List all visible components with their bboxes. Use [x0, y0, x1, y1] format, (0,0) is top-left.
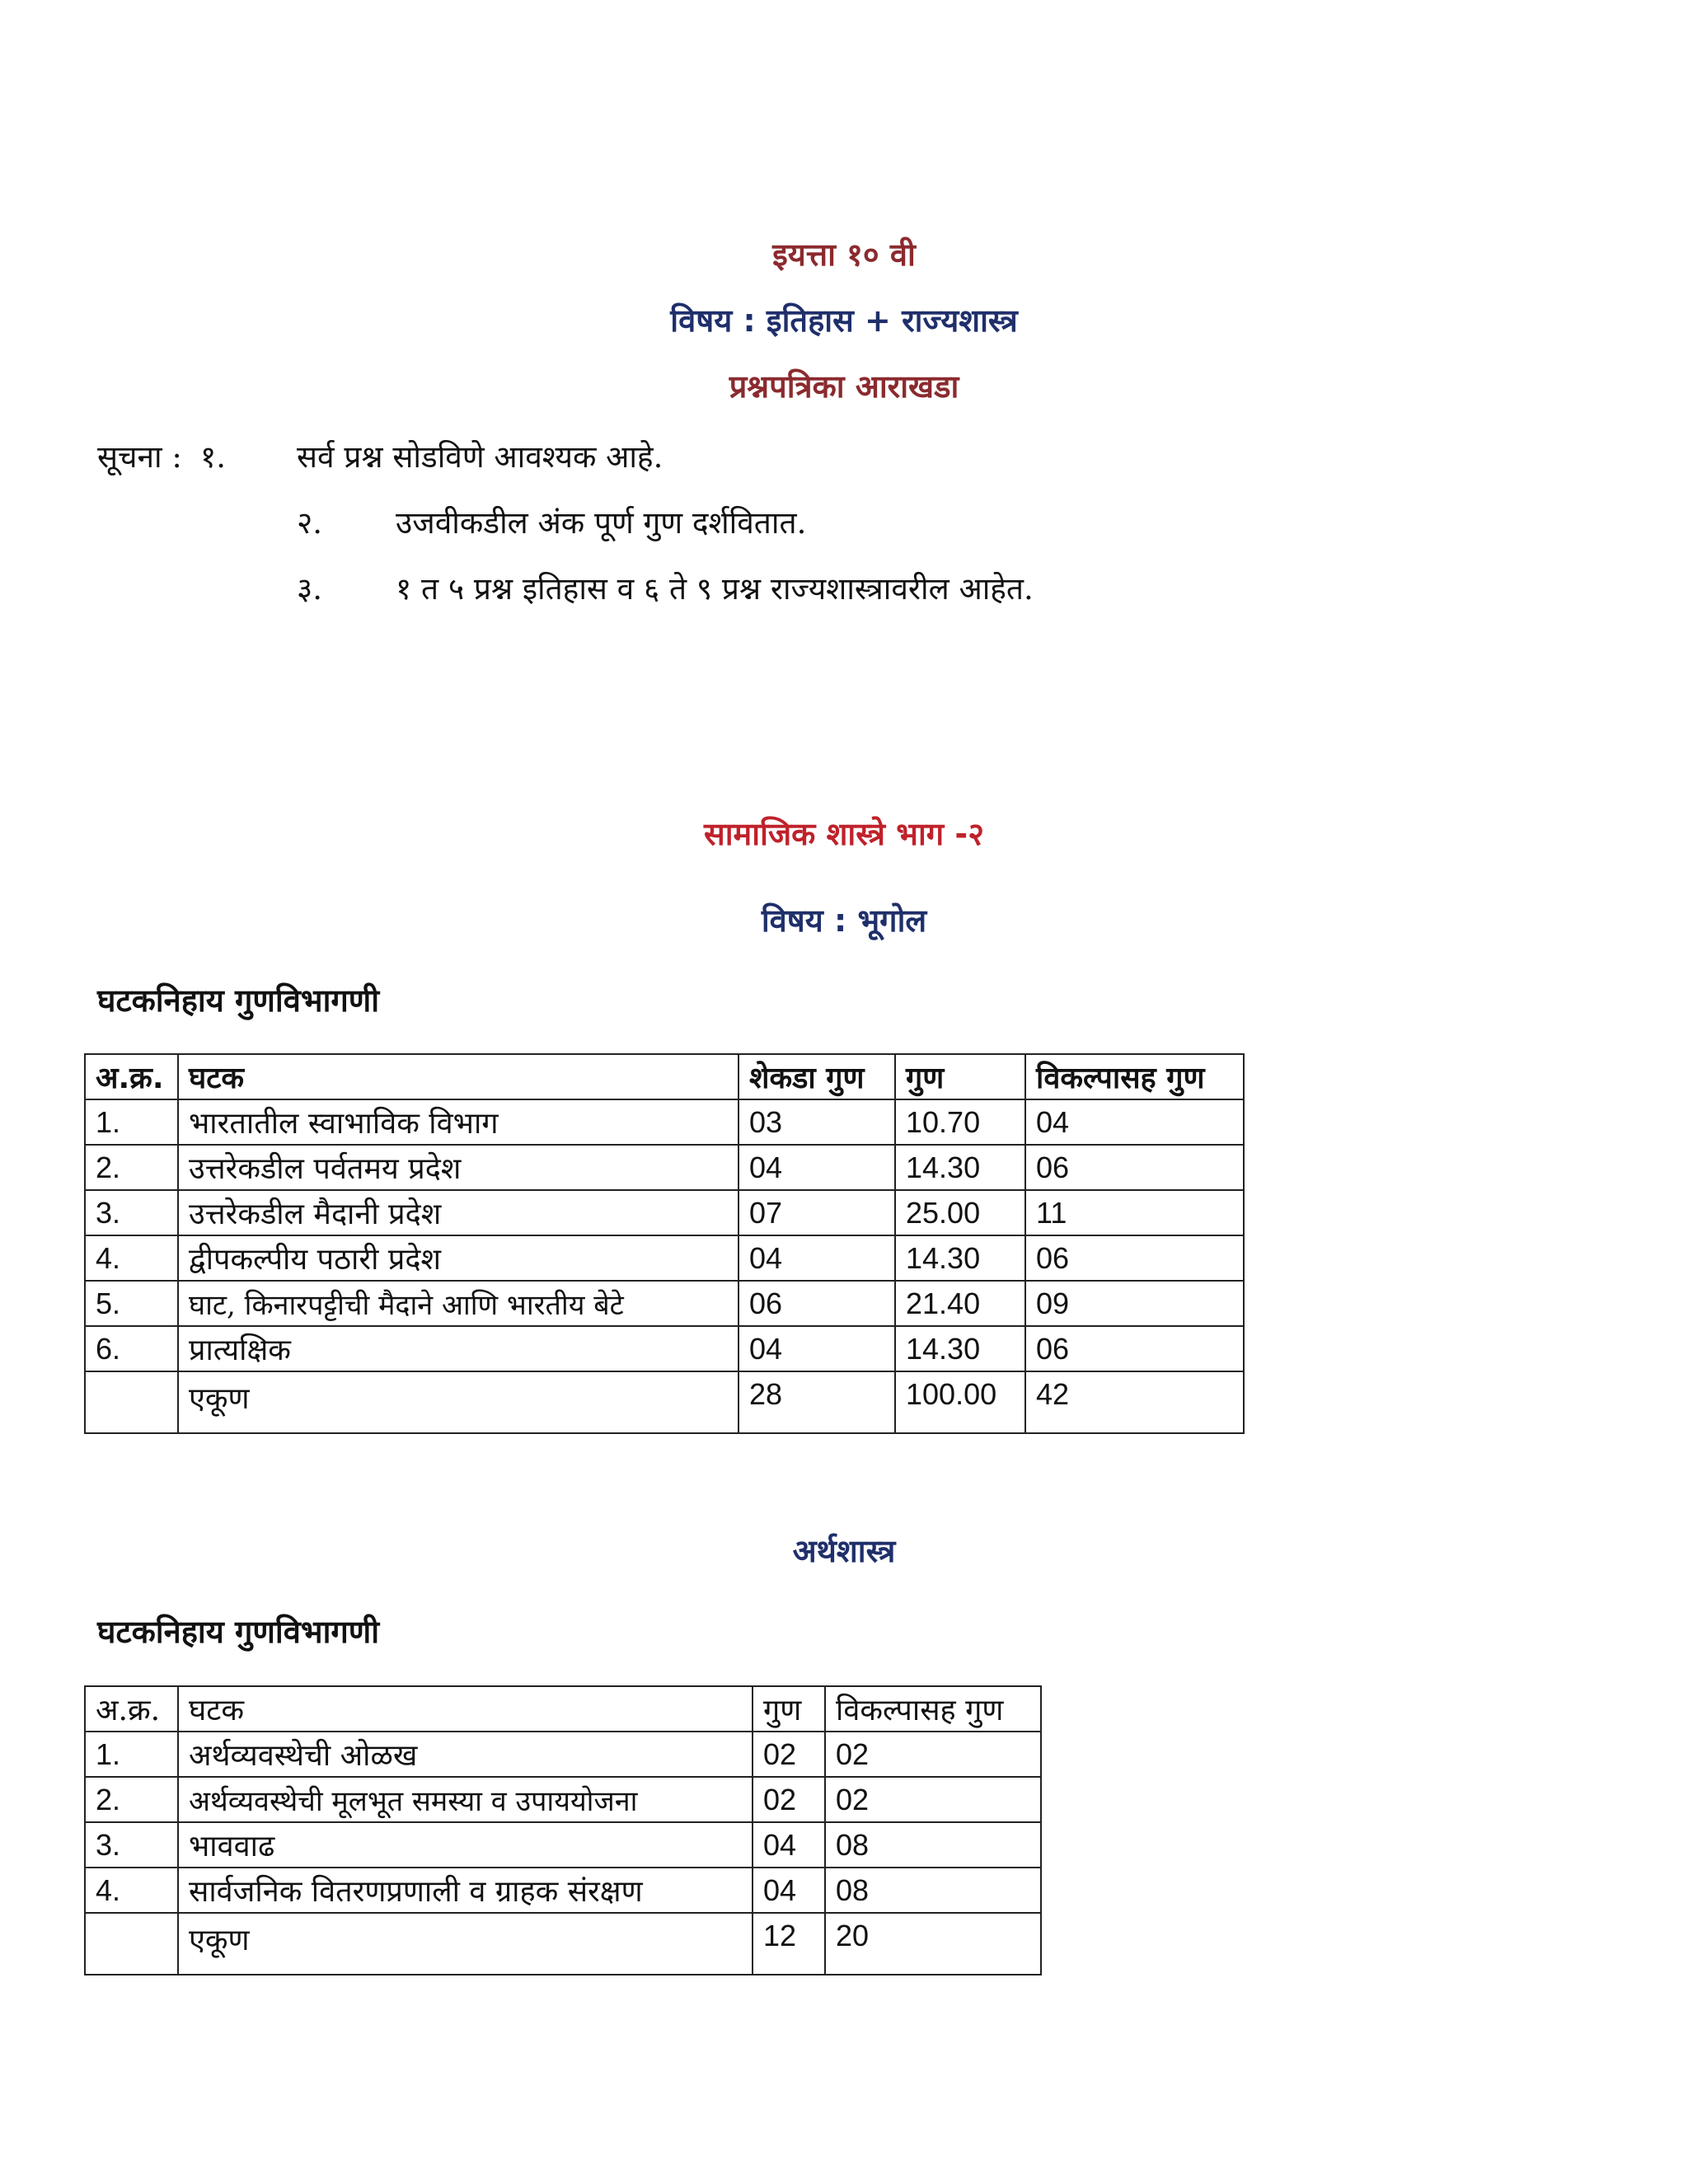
- table-row: [85, 1822, 1041, 1868]
- table-cell: 06: [1025, 1145, 1244, 1190]
- instruction-number: ३.: [297, 571, 323, 607]
- subject-line: विषय : इतिहास + राज्यशास्त्र: [670, 302, 1018, 339]
- geography-marks-table: [84, 1053, 1245, 1434]
- table-cell: 06: [1025, 1235, 1244, 1281]
- table-cell: 12: [753, 1913, 825, 1975]
- table-cell: [85, 1371, 178, 1433]
- class-label: इयत्ता १० वी: [772, 237, 916, 273]
- table-row: [85, 1099, 1244, 1145]
- table-cell: 04: [1025, 1099, 1244, 1145]
- table-row: [85, 1281, 1244, 1326]
- table-header-row: [85, 1686, 1041, 1732]
- column-header: विकल्पासह गुण: [1025, 1054, 1244, 1099]
- table-cell: 3.: [85, 1822, 178, 1868]
- table-cell: 06: [738, 1281, 895, 1326]
- table-cell: [85, 1913, 178, 1975]
- instruction-text: १ त ५ प्रश्न इतिहास व ६ ते ९ प्रश्न राज्यशास्त्रावरील आहेत.: [396, 571, 1034, 607]
- table-cell: 02: [825, 1777, 1041, 1822]
- table-cell: 02: [753, 1732, 825, 1777]
- table-cell: घाट, किनारपट्टीची मैदाने आणि भारतीय बेटे: [178, 1281, 738, 1326]
- table-row: [85, 1868, 1041, 1913]
- table-row: [85, 1326, 1244, 1371]
- table-cell: 14.30: [895, 1145, 1025, 1190]
- column-header: घटक: [178, 1686, 753, 1732]
- table-cell: 06: [1025, 1326, 1244, 1371]
- table-cell: प्रात्यक्षिक: [178, 1326, 738, 1371]
- instruction-number: १.: [200, 439, 227, 475]
- table-cell: 20: [825, 1913, 1041, 1975]
- table-cell: 4.: [85, 1868, 178, 1913]
- column-header: अ.क्र.: [85, 1686, 178, 1732]
- table-cell: भारतातील स्वाभाविक विभाग: [178, 1099, 738, 1145]
- table-cell: एकूण: [178, 1913, 753, 1975]
- table-cell: द्वीपकल्पीय पठारी प्रदेश: [178, 1235, 738, 1281]
- table-header-row: [85, 1054, 1244, 1099]
- table-row: [85, 1145, 1244, 1190]
- table-cell: 100.00: [895, 1371, 1025, 1433]
- table-cell: 04: [753, 1868, 825, 1913]
- table-cell: सार्वजनिक वितरणप्रणाली व ग्राहक संरक्षण: [178, 1868, 753, 1913]
- table-cell: 03: [738, 1099, 895, 1145]
- table-cell: 04: [738, 1326, 895, 1371]
- table-cell: 2.: [85, 1777, 178, 1822]
- table-cell: 09: [1025, 1281, 1244, 1326]
- table-cell: 3.: [85, 1190, 178, 1235]
- table-cell: 04: [738, 1145, 895, 1190]
- table-cell: 11: [1025, 1190, 1244, 1235]
- table-cell: 25.00: [895, 1190, 1025, 1235]
- table-cell: 2.: [85, 1145, 178, 1190]
- table-cell: एकूण: [178, 1371, 738, 1433]
- instruction-number: २.: [297, 505, 323, 541]
- geography-section-heading: घटकनिहाय गुणविभागणी: [97, 982, 380, 1019]
- table-cell: 08: [825, 1868, 1041, 1913]
- table-cell: 10.70: [895, 1099, 1025, 1145]
- table-cell: 1.: [85, 1732, 178, 1777]
- table-row: [85, 1732, 1041, 1777]
- table-cell: 07: [738, 1190, 895, 1235]
- table-cell: उत्तरेकडील पर्वतमय प्रदेश: [178, 1145, 738, 1190]
- table-cell: 4.: [85, 1235, 178, 1281]
- table-cell: 04: [753, 1822, 825, 1868]
- column-header: शेकडा गुण: [738, 1054, 895, 1099]
- table-cell: 14.30: [895, 1326, 1025, 1371]
- table-cell: अर्थव्यवस्थेची ओळख: [178, 1732, 753, 1777]
- table-cell: 14.30: [895, 1235, 1025, 1281]
- economics-title: अर्थशास्त्र: [792, 1533, 896, 1569]
- table-cell: 04: [738, 1235, 895, 1281]
- table-row: [85, 1235, 1244, 1281]
- instruction-text: सर्व प्रश्न सोडविणे आवश्यक आहे.: [297, 439, 663, 475]
- column-header: अ.क्र.: [85, 1054, 178, 1099]
- table-cell: उत्तरेकडील मैदानी प्रदेश: [178, 1190, 738, 1235]
- column-header: गुण: [895, 1054, 1025, 1099]
- table-cell: 28: [738, 1371, 895, 1433]
- part2-title: सामाजिक शास्त्रे भाग -२: [704, 816, 984, 852]
- table-cell: 02: [753, 1777, 825, 1822]
- table-total-row: [85, 1371, 1244, 1433]
- column-header: विकल्पासह गुण: [825, 1686, 1041, 1732]
- instruction-text: उजवीकडील अंक पूर्ण गुण दर्शवितात.: [396, 505, 807, 541]
- table-cell: 21.40: [895, 1281, 1025, 1326]
- column-header: घटक: [178, 1054, 738, 1099]
- table-cell: 42: [1025, 1371, 1244, 1433]
- blueprint-title: प्रश्नपत्रिका आराखडा: [729, 368, 959, 405]
- table-cell: 08: [825, 1822, 1041, 1868]
- geography-subject: विषय : भूगोल: [761, 902, 927, 939]
- economics-marks-table: [84, 1685, 1042, 1975]
- table-cell: भाववाढ: [178, 1822, 753, 1868]
- table-cell: 1.: [85, 1099, 178, 1145]
- table-row: [85, 1190, 1244, 1235]
- table-cell: 02: [825, 1732, 1041, 1777]
- table-cell: अर्थव्यवस्थेची मूलभूत समस्या व उपाययोजना: [178, 1777, 753, 1822]
- instructions-label: सूचना :: [97, 439, 182, 475]
- column-header: गुण: [753, 1686, 825, 1732]
- table-cell: 5.: [85, 1281, 178, 1326]
- economics-section-heading: घटकनिहाय गुणविभागणी: [97, 1614, 380, 1650]
- table-row: [85, 1777, 1041, 1822]
- table-cell: 6.: [85, 1326, 178, 1371]
- table-total-row: [85, 1913, 1041, 1975]
